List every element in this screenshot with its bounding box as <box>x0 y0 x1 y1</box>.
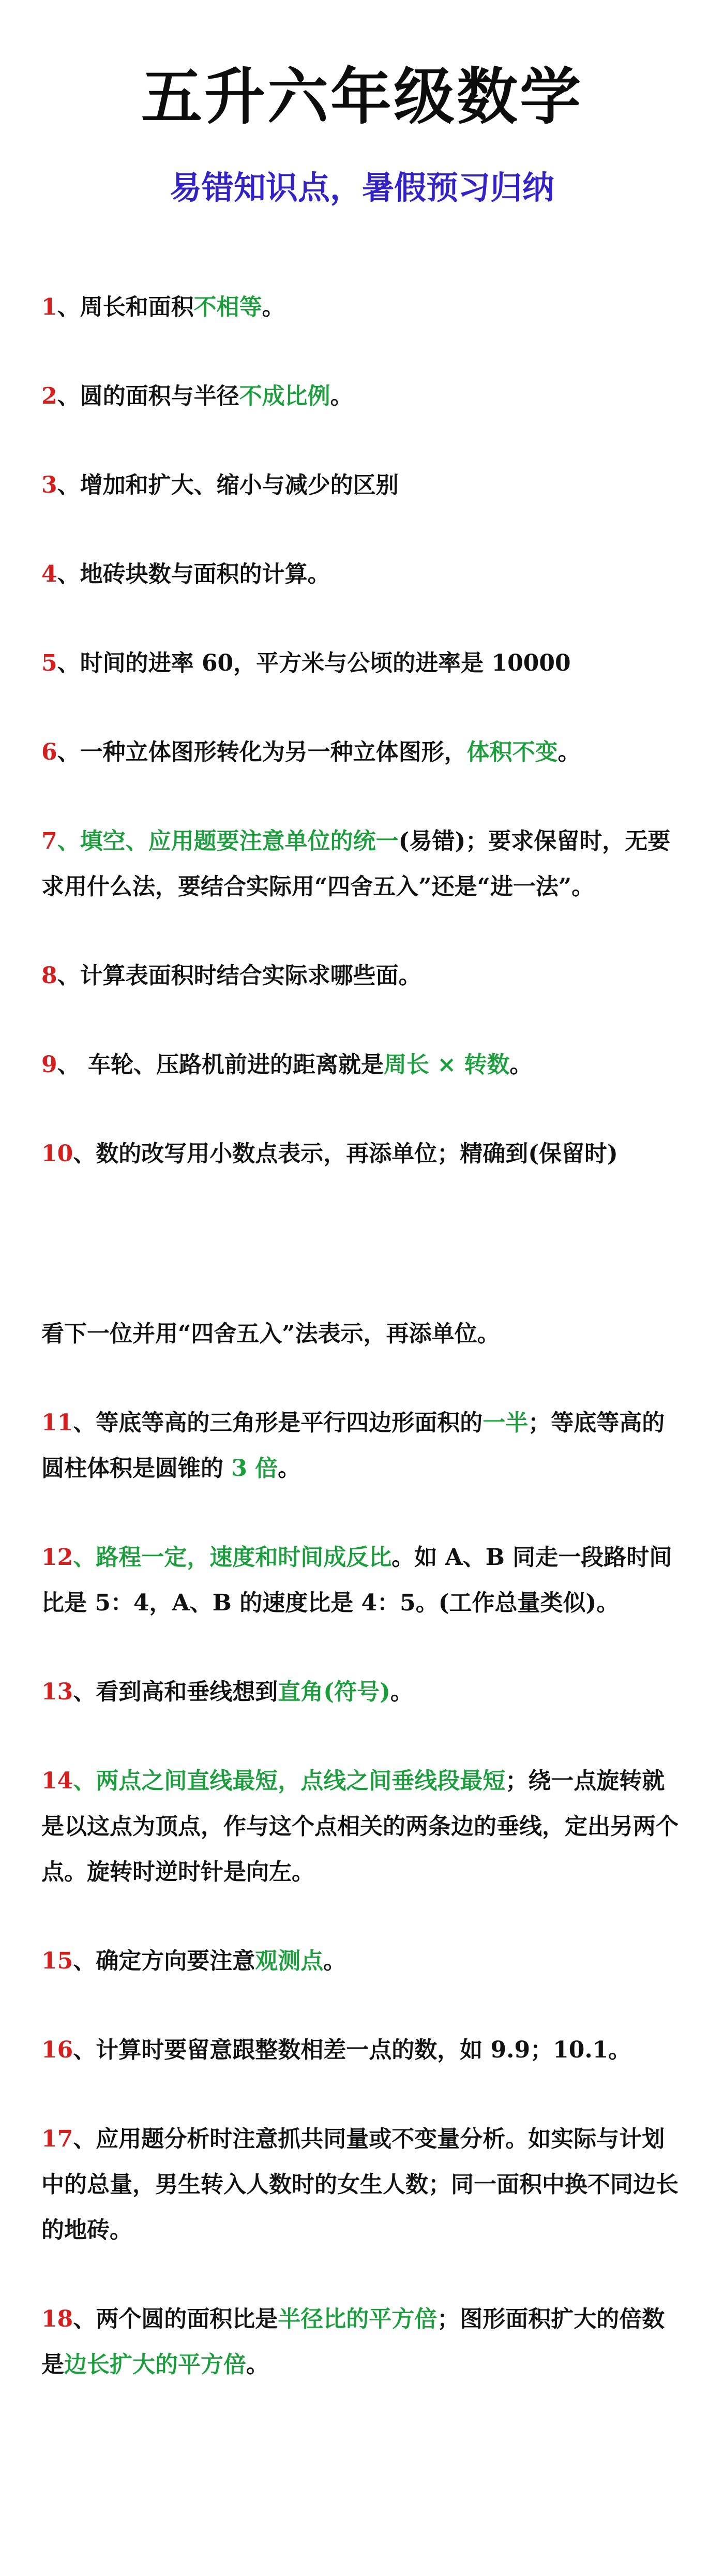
item-text: 。 <box>557 739 581 766</box>
list-item-15 <box>41 1938 683 1984</box>
item-number: 18 <box>41 2306 73 2333</box>
list-item-10 <box>41 1131 683 1177</box>
item-number: 2 <box>41 383 57 410</box>
item-highlight: 半径比的平方倍 <box>278 2306 438 2333</box>
item-text: 、确定方向要注意 <box>73 1948 255 1975</box>
item-text: 。 <box>278 1455 301 1482</box>
list-item-10-continued <box>41 1311 683 1357</box>
item-highlight: 、填空、应用题要注意单位的统一 <box>57 828 399 855</box>
page-subtitle: 易错知识点，暑假预习归纳 <box>169 168 554 206</box>
list-item-2 <box>41 374 683 419</box>
item-text: 、计算时要留意跟整数相差一点的数，如 9.9；10.1。 <box>73 2037 631 2064</box>
item-number: 6 <box>41 739 57 766</box>
item-number: 12 <box>41 1544 73 1571</box>
item-text: (易错)；要求保留时，无要求用什么法，要结合实际用“四舍五入”还是“进一法”。 <box>41 828 671 900</box>
item-number: 11 <box>41 1410 73 1437</box>
item-number: 3 <box>41 472 57 499</box>
item-text: 、看到高和垂线想到 <box>73 1679 278 1706</box>
item-number: 5 <box>41 650 57 677</box>
item-number: 14 <box>41 1768 73 1795</box>
item-highlight: 周长 × 转数 <box>383 1052 510 1078</box>
item-text: 。 <box>262 294 285 321</box>
item-number: 9 <box>41 1052 57 1078</box>
item-text: 、应用题分析时注意抓共同量或不变量分析。如实际与计划中的总量，男生转入人数时的女生人数；同一面积中换不同边长的地砖。 <box>41 2126 678 2244</box>
knowledge-point-list <box>41 285 683 2388</box>
list-item-8 <box>41 953 683 999</box>
item-number: 7 <box>41 828 57 855</box>
item-highlight: 一半 <box>482 1410 529 1437</box>
list-item-14 <box>41 1758 683 1895</box>
item-text: ；图形面积扩大的倍数是 <box>41 2306 665 2378</box>
item-text: 、等底等高的三角形是平行四边形面积的 <box>73 1410 483 1437</box>
item-highlight: 体积不变 <box>466 739 558 766</box>
item-text: 。 <box>330 383 353 410</box>
list-item-16 <box>41 2027 683 2073</box>
item-text: 、周长和面积 <box>57 294 194 321</box>
list-item-13 <box>41 1669 683 1715</box>
list-item-11 <box>41 1400 683 1491</box>
list-item-9 <box>41 1042 683 1088</box>
item-text: 。如 A、B 同走一段路时间比是 5：4，A、B 的速度比是 4：5。(工作总量类似)。 <box>41 1544 672 1617</box>
item-highlight: 、路程一定，速度和时间成反比 <box>73 1544 392 1571</box>
list-item-5 <box>41 641 683 686</box>
item-text: 、两个圆的面积比是 <box>73 2306 278 2333</box>
item-highlight: 边长扩大的平方倍 <box>64 2351 246 2378</box>
item-highlight: 不相等 <box>193 294 262 321</box>
item-text: 、数的改写用小数点表示，再添单位；精确到(保留时) <box>73 1141 618 1167</box>
item-number: 15 <box>41 1948 73 1975</box>
item-highlight: 、两点之间直线最短，点线之间垂线段最短 <box>73 1768 506 1795</box>
item-number: 17 <box>41 2126 73 2153</box>
item-highlight: 3 倍 <box>231 1455 278 1482</box>
item-text: ；绕一点旋转就是以这点为顶点，作与这个点相关的两条边的垂线，定出另两个点。旋转时逆时针是向左。 <box>41 1768 678 1886</box>
item-text: 看下一位并用“四舍五入”法表示，再添单位。 <box>41 1321 500 1348</box>
item-text: 。 <box>390 1679 413 1706</box>
item-highlight: 不成比例 <box>239 383 330 410</box>
item-text: 、时间的进率 60，平方米与公顷的进率是 10000 <box>57 650 571 677</box>
item-highlight: 观测点 <box>255 1948 324 1975</box>
item-text: 、一种立体图形转化为另一种立体图形， <box>57 739 467 766</box>
item-text: 、圆的面积与半径 <box>57 383 239 410</box>
list-item-12 <box>41 1535 683 1626</box>
item-highlight: 直角(符号) <box>278 1679 390 1706</box>
item-number: 4 <box>41 561 57 588</box>
list-item-6 <box>41 730 683 775</box>
item-number: 13 <box>41 1679 73 1706</box>
item-number: 16 <box>41 2037 73 2064</box>
item-text: 、计算表面积时结合实际求哪些面。 <box>57 963 421 989</box>
item-text: 。 <box>509 1052 533 1078</box>
list-item-18 <box>41 2297 683 2388</box>
item-text: 。 <box>323 1948 346 1975</box>
item-number: 8 <box>41 963 57 989</box>
list-item-17 <box>41 2116 683 2253</box>
item-text: 、 车轮、压路机前进的距离就是 <box>57 1052 384 1078</box>
item-number: 10 <box>41 1141 73 1167</box>
page-title: 五升六年级数学 <box>141 61 583 132</box>
item-text: 、增加和扩大、缩小与减少的区别 <box>57 472 399 499</box>
item-text: 。 <box>246 2351 269 2378</box>
list-item-1 <box>41 285 683 330</box>
item-text: 、地砖块数与面积的计算。 <box>57 561 330 588</box>
item-number: 1 <box>41 294 57 321</box>
item-text: ；等底等高的圆柱体积是圆锥的 <box>41 1410 665 1482</box>
list-item-3 <box>41 463 683 508</box>
list-item-7 <box>41 819 683 910</box>
list-item-4 <box>41 552 683 597</box>
